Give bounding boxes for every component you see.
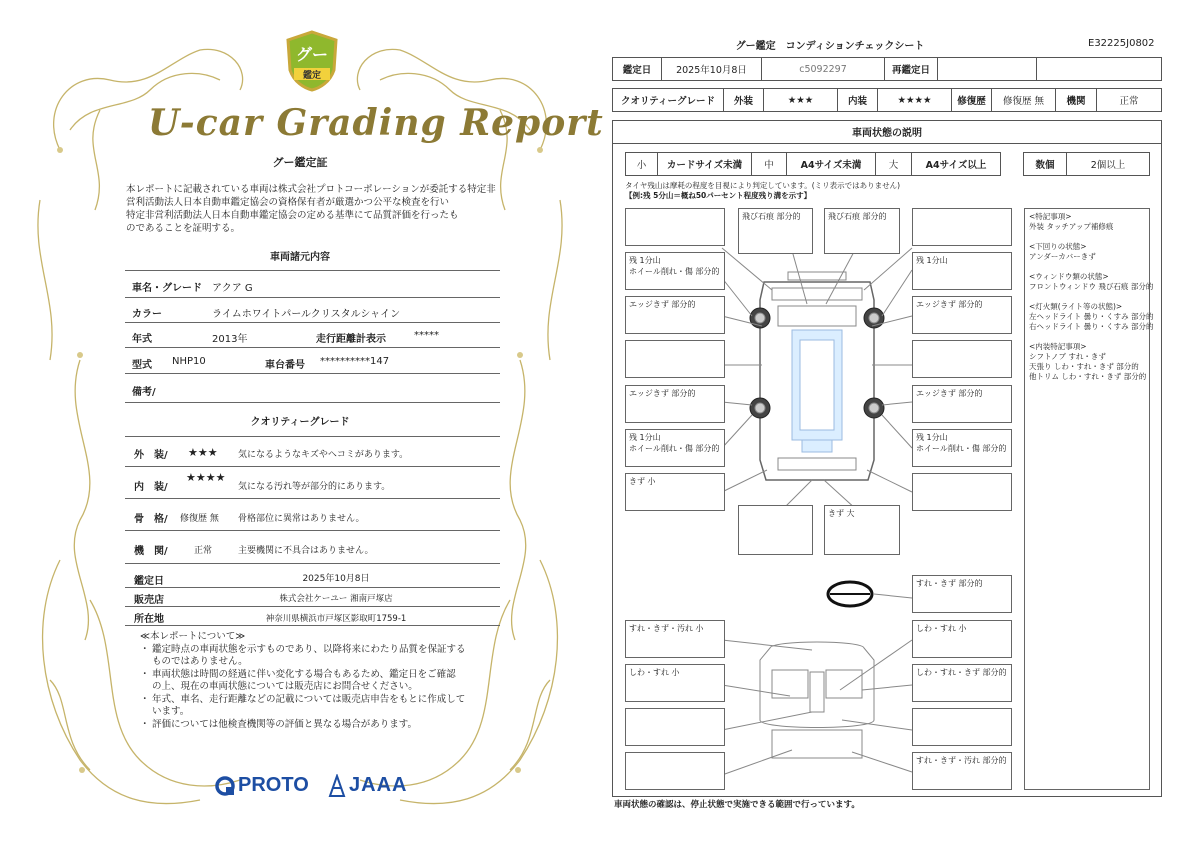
special-note-line: 外装 タッチアップ補修痕	[1029, 222, 1114, 231]
legend-large-desc: A4サイズ以上	[911, 152, 1001, 176]
note-text: 鑑定時点の車両状態を示すものであり、以降将来にわたり品質を保証する	[152, 643, 466, 655]
note-line	[140, 656, 500, 669]
label-l-tire-f	[625, 252, 725, 290]
special-note-line: <特記事項>	[1029, 212, 1072, 221]
intro-line: 営利活動法人日本自動車鑑定協会の資格保有者が厳選かつ公平な検査を行い	[126, 197, 450, 208]
frame-label: 骨 格/	[134, 514, 168, 525]
quality-section-title: クオリティーグレード	[250, 417, 350, 428]
color-value: ライムホワイトパールクリスタルシャイン	[212, 309, 401, 320]
frame-desc: 骨格部位に異常はありません。	[238, 514, 365, 524]
address-label: 所在地	[134, 614, 164, 625]
row1-empty-cell	[1036, 57, 1162, 81]
note-text: 年式、車名、走行距離などの記載については販売店申告をもとに作成して	[152, 693, 466, 705]
divider	[125, 530, 500, 531]
label-box	[912, 208, 1012, 246]
label-int-r4: すれ・きず・汚れ 部分的	[912, 752, 1012, 790]
note-text: の上、現在の車両状態については販売店にお問合せください。	[152, 681, 418, 692]
divider	[125, 322, 500, 323]
note-bullet	[140, 681, 152, 694]
special-note-line	[1029, 262, 1145, 272]
special-notes-box	[1024, 208, 1154, 790]
sheet-title: グー鑑定 コンディションチェックシート	[735, 41, 925, 52]
condition-title: 車両状態の説明	[612, 120, 1162, 144]
row1-reinspect-value	[937, 57, 1037, 81]
legend-large: 大	[875, 152, 912, 176]
intro-line: のであることを証明する。	[126, 223, 241, 234]
note-bullet: ・	[140, 718, 150, 730]
label-l-tire-r	[625, 429, 725, 467]
name-label: 車名・グレード	[132, 283, 202, 294]
special-note-line: 右ヘッドライト 曇り・くすみ 部分的	[1029, 322, 1154, 331]
inspection-date-label: 鑑定日	[134, 576, 164, 587]
label-steering: すれ・きず 部分的	[912, 575, 1012, 613]
condition-check-sheet	[600, 0, 1200, 848]
jaaa-mark-icon	[328, 774, 346, 798]
year-label: 年式	[132, 334, 152, 345]
color-label: カラー	[132, 309, 162, 320]
note-line	[140, 694, 500, 707]
intro-line: 特定非営利活動法人日本自動車鑑定協会の定める基準にて品質評価を行ったも	[126, 210, 459, 221]
label-box	[625, 208, 725, 246]
special-note-line	[1029, 232, 1145, 242]
sheet-doc-id: E32225J0802	[1088, 38, 1155, 49]
exterior-desc: 気になるようなキズやヘコミがあります。	[238, 450, 409, 460]
special-note-line: 天張り しわ・すれ・きず 部分的	[1029, 362, 1139, 371]
legend-count: 数個	[1023, 152, 1067, 176]
divider	[125, 606, 500, 607]
label-l-edge-f: エッジきず 部分的	[625, 296, 725, 334]
row2-quality-label: クオリティーグレード	[612, 88, 724, 112]
special-note-line	[1029, 332, 1145, 342]
note-text: 評価については他検査機関等の評価と異なる場合があります。	[152, 718, 418, 730]
engine-label: 機 関/	[134, 546, 168, 557]
label-int-r1: しわ・すれ 小	[912, 620, 1012, 658]
script-title: U-car Grading Report	[148, 102, 604, 144]
label-line: ホイール削れ・傷 部分的	[629, 444, 720, 453]
name-value: アクア G	[212, 283, 253, 294]
special-note-line: アンダーカバーきず	[1029, 252, 1096, 261]
interior-label: 内 装/	[134, 482, 168, 493]
proto-logo	[214, 772, 324, 800]
engine-value: 正常	[194, 546, 213, 556]
legend-medium: 中	[751, 152, 787, 176]
badge-sub: 鑑定	[302, 71, 321, 81]
address-value: 神奈川県横浜市戸塚区影取町1759-1	[265, 614, 407, 624]
label-line: 残 1分山	[916, 256, 948, 265]
row1-reinspect-label: 再鑑定日	[884, 57, 938, 81]
interior-stars: ★★★★	[186, 471, 226, 484]
note-line	[140, 681, 500, 694]
label-r-tire-r	[912, 429, 1012, 467]
spec-section-title: 車両諸元内容	[270, 252, 330, 263]
proto-text: PROTO	[238, 774, 309, 796]
special-note-line: フロントウィンドウ 飛び石痕 部分的	[1029, 282, 1154, 291]
label-top-c1: 飛び石痕 部分的	[738, 208, 813, 254]
divider	[125, 498, 500, 499]
divider	[125, 270, 500, 271]
jaaa-logo	[328, 772, 418, 800]
note-line	[140, 669, 500, 682]
legend-medium-desc: A4サイズ未満	[786, 152, 876, 176]
mileage-value: *****	[414, 330, 439, 341]
certificate-intro	[126, 183, 506, 235]
label-box	[912, 473, 1012, 511]
label-box	[912, 340, 1012, 378]
divider	[125, 297, 500, 298]
divider	[125, 466, 500, 467]
intro-line: 本レポートに記載されている車両は株式会社プロトコーポレーションが委託する特定非	[126, 184, 496, 195]
divider	[125, 347, 500, 348]
row2-engine-value: 正常	[1096, 88, 1162, 112]
special-note-line: 他トリム しわ・すれ・きず 部分的	[1029, 372, 1147, 381]
label-box	[625, 708, 725, 746]
label-r-edge-r: エッジきず 部分的	[912, 385, 1012, 423]
legend-small-desc: カードサイズ未満	[657, 152, 752, 176]
note-line	[140, 706, 500, 719]
label-int-l2: しわ・すれ 小	[625, 664, 725, 702]
label-r-tire-f	[912, 252, 1012, 290]
label-line: 残 1分山	[629, 433, 661, 442]
row1-date-label: 鑑定日	[612, 57, 662, 81]
jaaa-text: JAAA	[349, 774, 408, 796]
year-value: 2013年	[212, 334, 248, 345]
label-top-c2: 飛び石痕 部分的	[824, 208, 900, 254]
note-bullet: ・	[140, 643, 150, 655]
exterior-label: 外 装/	[134, 450, 168, 461]
label-box	[625, 752, 725, 790]
row2-repair-value: 修復歴 無	[991, 88, 1056, 112]
special-note-line: シフトノブ すれ・きず	[1029, 352, 1106, 361]
note-text: 車両状態は時間の経過に伴い変化する場合もあるため、鑑定日をご確認	[152, 668, 456, 680]
divider	[125, 587, 500, 588]
row2-engine-label: 機関	[1055, 88, 1097, 112]
divider	[125, 625, 500, 626]
divider	[125, 373, 500, 374]
note-bullet	[140, 656, 152, 669]
tire-note-1: タイヤ残山は摩耗の程度を目視により判定しています。(ミリ表示ではありません)	[625, 181, 901, 190]
special-note-line: <下回りの状態>	[1029, 242, 1087, 251]
shop-label: 販売店	[134, 595, 164, 606]
special-note-line	[1029, 292, 1145, 302]
label-int-l1: すれ・きず・汚れ 小	[625, 620, 725, 658]
label-l-edge-r: エッジきず 部分的	[625, 385, 725, 423]
badge-text: グー	[295, 45, 328, 64]
special-note-line: <内装特記事項>	[1029, 342, 1087, 351]
label-box	[738, 505, 813, 555]
special-note-line: <ウィンドウ類の状態>	[1029, 272, 1109, 281]
notes-title: ≪本レポートについて≫	[140, 631, 246, 642]
certificate-title: グー鑑定証	[272, 156, 328, 169]
note-bullet: ・	[140, 693, 150, 705]
remarks-label: 備考/	[132, 387, 156, 398]
chassis-label: 車台番号	[265, 360, 305, 371]
model-label: 型式	[132, 360, 152, 371]
engine-desc: 主要機関に不具合はありません。	[238, 546, 374, 556]
note-line	[140, 719, 500, 732]
interior-desc: 気になる汚れ等が部分的にあります。	[238, 482, 391, 492]
frame-value: 修復歴 無	[180, 514, 219, 524]
label-r-edge-f: エッジきず 部分的	[912, 296, 1012, 334]
note-text: ものではありません。	[152, 656, 248, 667]
label-int-r2: しわ・すれ・きず 部分的	[912, 664, 1012, 702]
row2-interior-label: 内装	[837, 88, 878, 112]
row2-repair-label: 修復歴	[951, 88, 992, 112]
label-l-rear: きず 小	[625, 473, 725, 511]
label-box	[912, 708, 1012, 746]
divider	[125, 563, 500, 564]
model-value: NHP10	[172, 356, 206, 367]
inspection-date-value: 2025年10月8日	[302, 574, 370, 584]
divider	[125, 436, 500, 437]
label-line: 残 1分山	[916, 433, 948, 442]
row2-exterior-value: ★★★	[763, 88, 838, 112]
row2-interior-value: ★★★★	[877, 88, 952, 112]
label-line: 残 1分山	[629, 256, 661, 265]
row1-date-value: 2025年10月8日	[661, 57, 762, 81]
special-note-line: <灯火類(ライト等の状態)>	[1029, 302, 1123, 311]
note-line	[140, 644, 500, 657]
special-notes-list	[1029, 212, 1154, 382]
sheet-footer: 車両状態の確認は、停止状態で実施できる範囲で行っています。	[614, 800, 860, 810]
exterior-stars: ★★★	[188, 446, 218, 459]
chassis-value: **********147	[320, 356, 390, 367]
proto-mark-icon	[214, 775, 236, 797]
note-bullet	[140, 706, 152, 719]
label-line: ホイール削れ・傷 部分的	[916, 444, 1007, 453]
label-box	[625, 340, 725, 378]
mileage-label: 走行距離計表示	[316, 334, 386, 345]
report-notes	[140, 631, 500, 731]
goo-badge-logo	[284, 30, 340, 92]
divider	[125, 402, 500, 403]
row1-code: c5092297	[761, 57, 885, 81]
shop-value: 株式会社ケーユー 湘南戸塚店	[279, 594, 393, 604]
label-bottom-c2: きず 大	[824, 505, 900, 555]
row2-exterior-label: 外装	[723, 88, 764, 112]
note-text: います。	[152, 706, 190, 717]
legend-small: 小	[625, 152, 658, 176]
notes-list	[140, 644, 500, 732]
tire-note-2: 【例:残 5分山＝概ね50パーセント程度残り溝を示す】	[625, 191, 812, 200]
label-line: ホイール削れ・傷 部分的	[629, 267, 720, 276]
legend-count-desc: 2個以上	[1066, 152, 1150, 176]
special-note-line: 左ヘッドライト 曇り・くすみ 部分的	[1029, 312, 1154, 321]
note-bullet: ・	[140, 668, 150, 680]
